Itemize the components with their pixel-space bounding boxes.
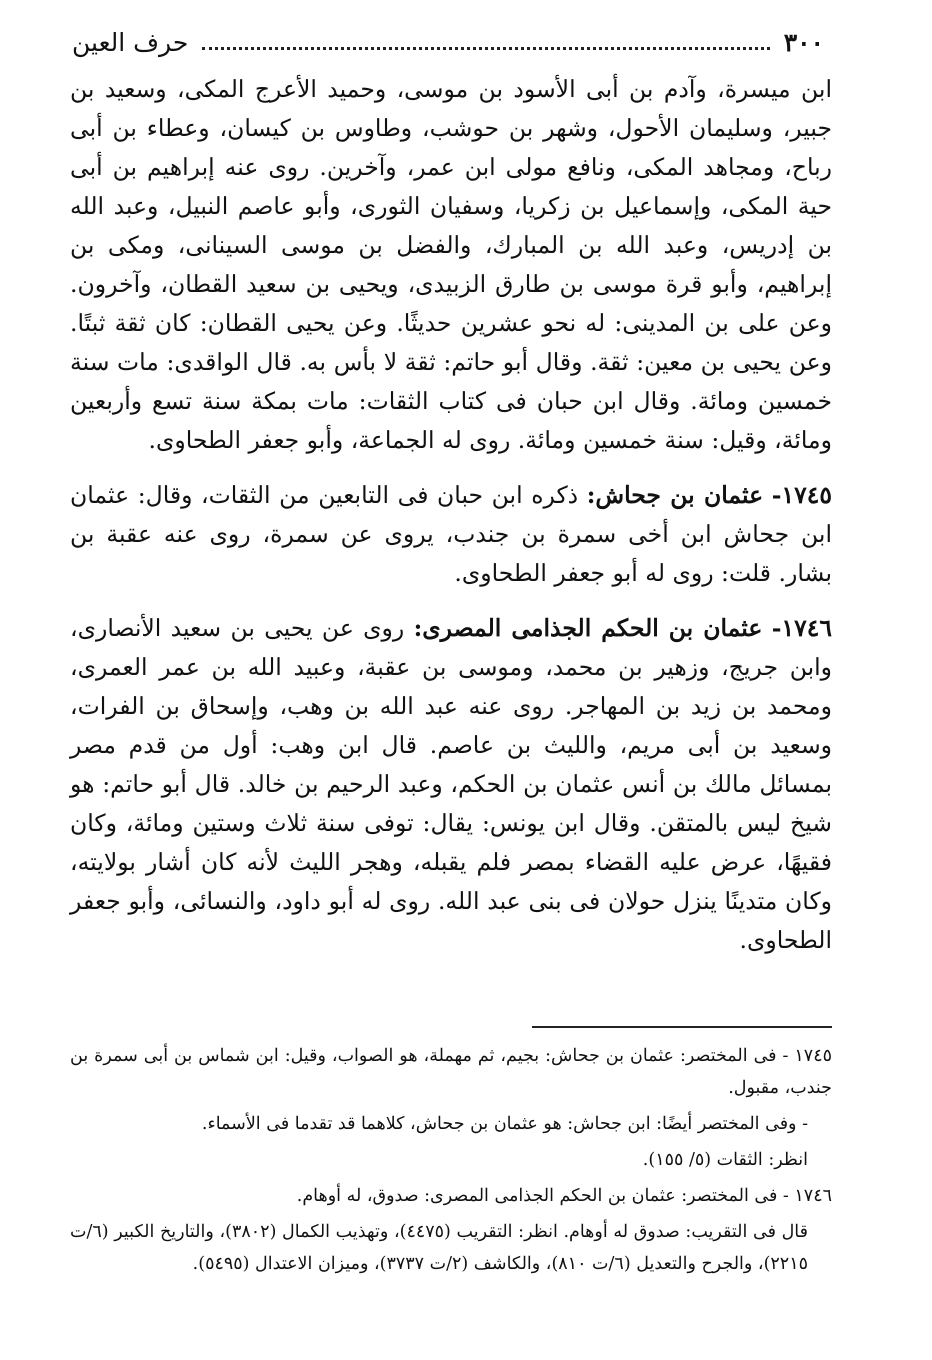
entry-text: ابن ميسرة، وآدم بن أبى الأسود بن موسى، وحميد الأعرج المكى، وسعيد بن جبير، وسليمان الأحول، وشهر بن حوشب، وطاوس بن كيسان، وعطاء بن أبى رباح، ومجاهد المكى، ونافع مولى ابن عمر، وآخرين. روى عنه إبراهيم بن أبى حية المكى، وإسماعيل بن زكريا، وسفيان الثورى، وأبو عاصم النبيل، وعبد الله بن إدريس، وعبد الله بن المبارك، والفضل بن موسى السينانى، ومكى بن إبراهيم، وأبو قرة موسى بن طارق الزبيدى، ويحيى بن سعيد القطان، وآخرون. وعن على بن المدينى: له نحو عشرين حديثًا. وعن يحيى القطان: كان ثقة ثبتًا. وعن يحيى بن معين: ثقة. وقال أبو حاتم: ثقة لا بأس به. قال الواقدى: مات سنة خمسين ومائة. وقال ابن حبان فى كتاب الثقات: مات بمكة سنة تسع وأربعين ومائة، وقيل: سنة خمسين ومائة. روى له الجماعة، وأبو جعفر الطحاوى. bbox=[70, 75, 832, 454]
page-header bbox=[72, 22, 824, 62]
footnotes bbox=[70, 1040, 832, 1284]
footnote-divider bbox=[532, 1026, 832, 1028]
header-dotted-leader bbox=[202, 47, 769, 50]
entry-text: روى عن يحيى بن سعيد الأنصارى، وابن جريج، وزهير بن محمد، وموسى بن عقبة، وعبيد الله بن عمر العمرى، ومحمد بن زيد بن المهاجر. روى عنه عبد الله بن وهب، وإسحاق بن الفرات، وسعيد بن أبى مريم، والليث بن عاصم. قال ابن وهب: أول من قدم مصر بمسائل مالك بن أنس عثمان بن الحكم، وعبد الرحيم بن خالد. قال أبو حاتم: هو شيخ ليس بالمتقن. وقال ابن يونس: يقال: توفى سنة ثلاث وستين ومائة، وكان فقيهًا، عرض عليه القضاء بمصر فلم يقبله، وهجر الليث لأنه كان أشار بولايته، وكان متدينًا ينزل حولان فى بنى عبد الله. روى له أبو داود، والنسائى، وأبو جعفر الطحاوى. bbox=[70, 614, 832, 954]
footnote-line: قال فى التقريب: صدوق له أوهام. انظر: التقريب (٤٤٧٥)، وتهذيب الكمال (٣٨٠٢)، والتاريخ الكبير (٦/ت ٢٢١٥)، والجرح والتعديل (٦/ت ٨١٠)، والكاشف (٢/ت ٣٧٣٧)، وميزان الاعتدال (٥٤٩٥). bbox=[70, 1222, 808, 1274]
entry-name: عثمان بن جحاش: bbox=[586, 481, 764, 509]
main-text bbox=[70, 70, 832, 976]
entry-text: ذكره ابن حبان فى التابعين من الثقات، وقال: عثمان ابن جحاش ابن أخى سمرة بن جندب، يروى عن سمرة، روى عنه عقبة بن بشار. قلت: روى له أبو جعفر الطحاوى. bbox=[70, 481, 832, 587]
entry-name: عثمان بن الحكم الجذامى المصرى: bbox=[413, 614, 763, 642]
footnote-line: ١٧٤٦ - فى المختصر: عثمان بن الحكم الجذامى المصرى: صدوق، له أوهام. bbox=[296, 1186, 832, 1206]
entry-number: ١٧٤٥- bbox=[771, 481, 832, 509]
footnote-line: - وفى المختصر أيضًا: ابن جحاش: هو عثمان بن جحاش، كلاهما قد تقدما فى الأسماء. bbox=[201, 1114, 808, 1134]
entry-1745 bbox=[70, 476, 832, 593]
entry-number: ١٧٤٦- bbox=[771, 614, 832, 642]
entry-1746 bbox=[70, 609, 832, 960]
footnote-line: ١٧٤٥ - فى المختصر: عثمان بن جحاش: بجيم، ثم مهملة، هو الصواب، وقيل: ابن شماس بن أبى سمرة بن جندب، مقبول. bbox=[70, 1046, 832, 1098]
section-title: حرف العين bbox=[72, 27, 189, 57]
page-number: ٣٠٠ bbox=[783, 27, 824, 57]
footnote-line: انظر: الثقات (٥/ ١٥٥). bbox=[642, 1150, 808, 1170]
entry-continuation bbox=[70, 70, 832, 460]
